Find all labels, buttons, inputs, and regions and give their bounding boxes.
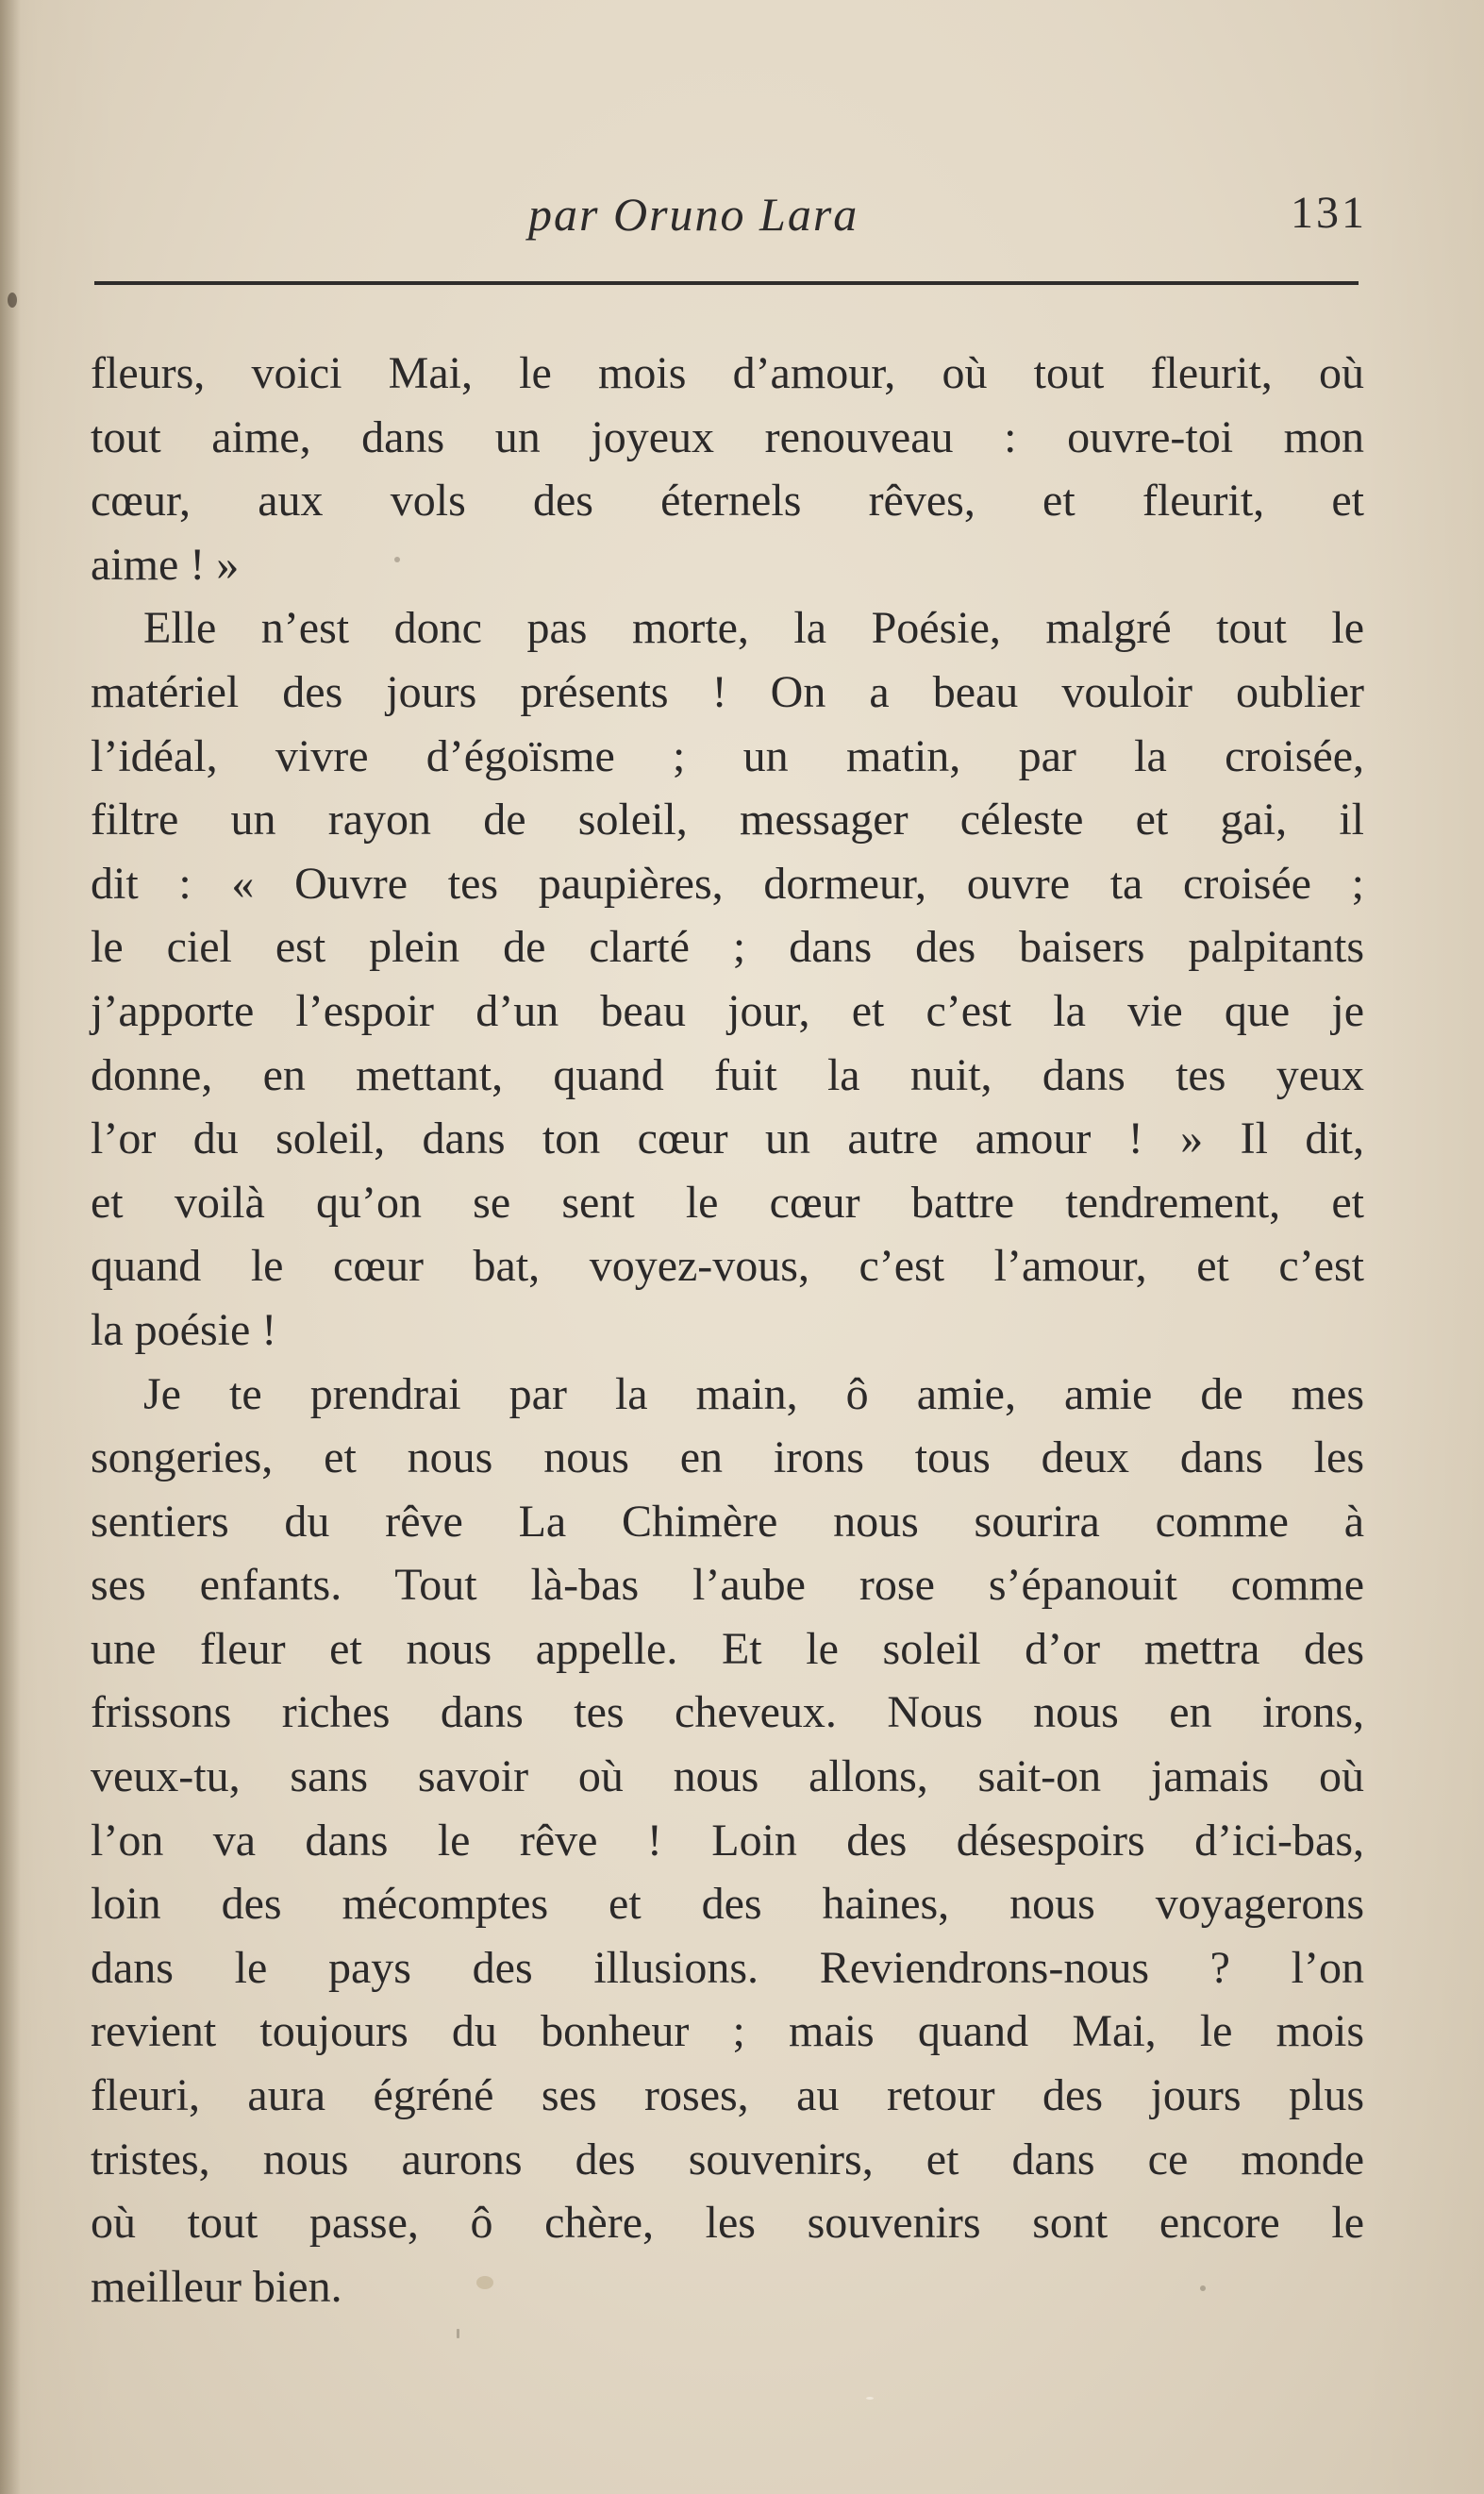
paragraph-3 <box>91 1363 1364 2319</box>
text-line: ses enfants. Tout là-bas l’aube rose s’épanouit comme <box>91 1560 1364 1611</box>
text-line: le ciel est plein de clarté ; dans des baisers palpitants <box>91 922 1364 973</box>
text-line: Elle n’est donc pas morte, la Poésie, malgré tout le <box>143 603 1364 654</box>
text-line: frissons riches dans tes cheveux. Nous nous en irons, <box>91 1687 1364 1738</box>
running-head: par Oruno Lara <box>528 188 859 241</box>
text-line: j’apporte l’espoir d’un beau jour, et c’est la vie que je <box>91 985 1364 1036</box>
paper-speck <box>476 2276 493 2289</box>
text-line: tout aime, dans un joyeux renouveau : ouvre-toi mon <box>91 411 1364 462</box>
text-line: donne, en mettant, quand fuit la nuit, dans tes yeux <box>91 1049 1364 1100</box>
text-line: dans le pays des illusions. Reviendrons-nous ? l’on <box>91 1942 1364 1993</box>
paragraph-2 <box>91 596 1364 1362</box>
text-line: la poésie ! <box>91 1304 277 1355</box>
text-line: sentiers du rêve La Chimère nous sourira comme à <box>91 1496 1364 1547</box>
paper-speck <box>394 557 400 562</box>
paper-speck <box>1200 2285 1206 2291</box>
header-rule <box>94 281 1359 285</box>
text-line: et voilà qu’on se sent le cœur battre tendrement, et <box>91 1177 1364 1228</box>
body-text <box>91 342 1364 2318</box>
text-line: cœur, aux vols des éternels rêves, et fleurit, et <box>91 476 1364 527</box>
text-line: filtre un rayon de soleil, messager céleste et gai, il <box>91 795 1364 845</box>
text-line: fleurs, voici Mai, le mois d’amour, où tout fleurit, où <box>91 348 1364 398</box>
text-line: une fleur et nous appelle. Et le soleil d’or mettra des <box>91 1623 1364 1674</box>
text-line: loin des mécomptes et des haines, nous voyagerons <box>91 1879 1364 1930</box>
text-line: quand le cœur bat, voyez-vous, c’est l’amour, et c’est <box>91 1241 1364 1292</box>
text-line: meilleur bien. <box>91 2261 342 2312</box>
text-line: l’on va dans le rêve ! Loin des désespoirs d’ici-bas, <box>91 1815 1364 1866</box>
text-line: revient toujours du bonheur ; mais quand Mai, le mois <box>91 2006 1364 2057</box>
text-line: aime ! » <box>91 539 240 590</box>
text-line: l’idéal, vivre d’égoïsme ; un matin, par la croisée, <box>91 730 1364 781</box>
text-line: l’or du soleil, dans ton cœur un autre amour ! » Il dit, <box>91 1113 1364 1164</box>
text-line: matériel des jours présents ! On a beau vouloir oublier <box>91 666 1364 717</box>
text-line: Je te prendrai par la main, ô amie, amie de mes <box>143 1368 1364 1419</box>
text-line: veux-tu, sans savoir où nous allons, sait-on jamais où <box>91 1751 1364 1802</box>
text-line: dit : « Ouvre tes paupières, dormeur, ouvre ta croisée ; <box>91 858 1364 909</box>
text-line: où tout passe, ô chère, les souvenirs sont encore le <box>91 2198 1364 2249</box>
paper-speck <box>8 293 17 308</box>
paper-speck <box>457 2329 459 2338</box>
page-number: 131 <box>1291 188 1367 238</box>
paper-speck <box>866 2397 874 2400</box>
text-line: fleuri, aura égréné ses roses, au retour des jours plus <box>91 2070 1364 2121</box>
text-line: songeries, et nous nous en irons tous deux dans les <box>91 1432 1364 1483</box>
paragraph-1 <box>91 342 1364 596</box>
spine-shadow <box>0 0 21 2494</box>
text-line: tristes, nous aurons des souvenirs, et dans ce monde <box>91 2134 1364 2184</box>
